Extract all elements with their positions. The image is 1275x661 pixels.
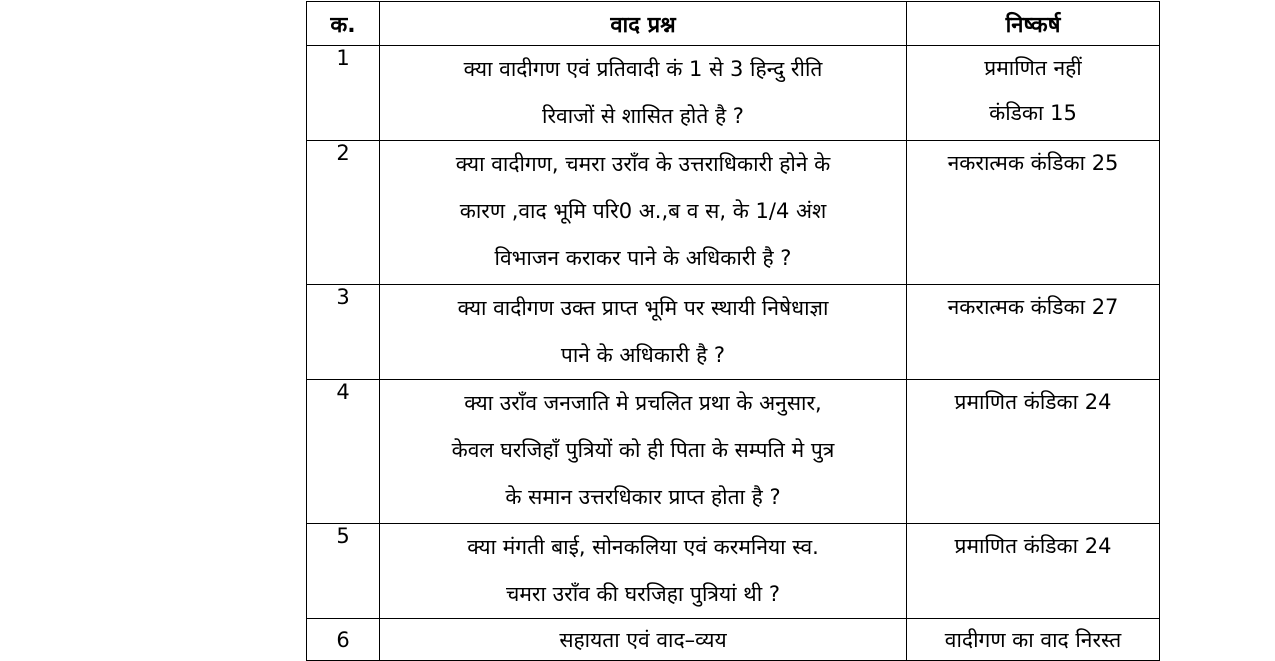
row-issue: [380, 380, 907, 524]
row-issue: [380, 524, 907, 619]
issue-line: केवल घरजिहाँ पुत्रियों को ही पिता के सम्पति मे पुत्र: [451, 438, 835, 462]
finding-line: नकरात्मक कंडिका 27: [947, 295, 1119, 319]
row-issue: [380, 285, 907, 380]
row-finding: [907, 524, 1160, 619]
issue-line: क्या उराँव जनजाति मे प्रचलित प्रथा के अनुसार,: [464, 391, 822, 415]
issue-line: क्या वादीगण, चमरा उराँव के उत्तराधिकारी होने के: [455, 152, 831, 176]
row-finding: [907, 285, 1160, 380]
table-row: [307, 524, 1160, 619]
header-serial-number: क.: [307, 2, 380, 46]
issue-line: विभाजन कराकर पाने के अधिकारी है ?: [494, 246, 792, 270]
table-row: [307, 285, 1160, 380]
row-serial-number: 4: [307, 380, 380, 524]
finding-line: नकरात्मक कंडिका 25: [947, 151, 1119, 175]
issue-line: कारण ,वाद भूमि परि0 अ.,ब व स, के 1/4 अंश: [459, 199, 827, 223]
issue-line: क्या वादीगण एवं प्रतिवादी कं 1 से 3 हिन्दु रीति: [463, 57, 823, 81]
row-issue: [380, 619, 907, 661]
row-issue: [380, 141, 907, 285]
finding-line: प्रमाणित कंडिका 24: [954, 390, 1112, 414]
finding-line: वादीगण का वाद निरस्त: [944, 627, 1122, 652]
issue-line: चमरा उराँव की घरजिहा पुत्रियां थी ?: [506, 582, 780, 606]
issue-line: सहायता एवं वाद–व्यय: [559, 627, 727, 652]
row-serial-number: 1: [307, 46, 380, 141]
row-issue: [380, 46, 907, 141]
row-finding: [907, 619, 1160, 661]
issues-table: [306, 1, 1160, 661]
table-row: [307, 141, 1160, 285]
row-serial-number: 5: [307, 524, 380, 619]
issue-line: के समान उत्तरधिकार प्राप्त होता है ?: [505, 485, 781, 509]
issue-line: क्या वादीगण उक्त प्राप्त भूमि पर स्थायी निषेधाज्ञा: [457, 296, 829, 320]
table-row: [307, 46, 1160, 141]
row-serial-number: 6: [307, 619, 380, 661]
row-finding: [907, 380, 1160, 524]
finding-line: प्रमाणित नहीं: [984, 56, 1082, 80]
table-row: [307, 380, 1160, 524]
table-row: [307, 619, 1160, 661]
row-serial-number: 2: [307, 141, 380, 285]
header-finding: निष्कर्ष: [907, 2, 1160, 46]
issue-line: रिवाजों से शासित होते है ?: [542, 104, 744, 128]
row-serial-number: 3: [307, 285, 380, 380]
finding-line: प्रमाणित कंडिका 24: [954, 534, 1112, 558]
header-issue: वाद प्रश्न: [380, 2, 907, 46]
issue-line: क्या मंगती बाई, सोनकलिया एवं करमनिया स्व.: [467, 535, 819, 559]
table-header-row: [307, 2, 1160, 46]
row-finding: [907, 46, 1160, 141]
row-finding: [907, 141, 1160, 285]
finding-line: कंडिका 15: [989, 101, 1077, 125]
issue-line: पाने के अधिकारी है ?: [560, 343, 726, 367]
